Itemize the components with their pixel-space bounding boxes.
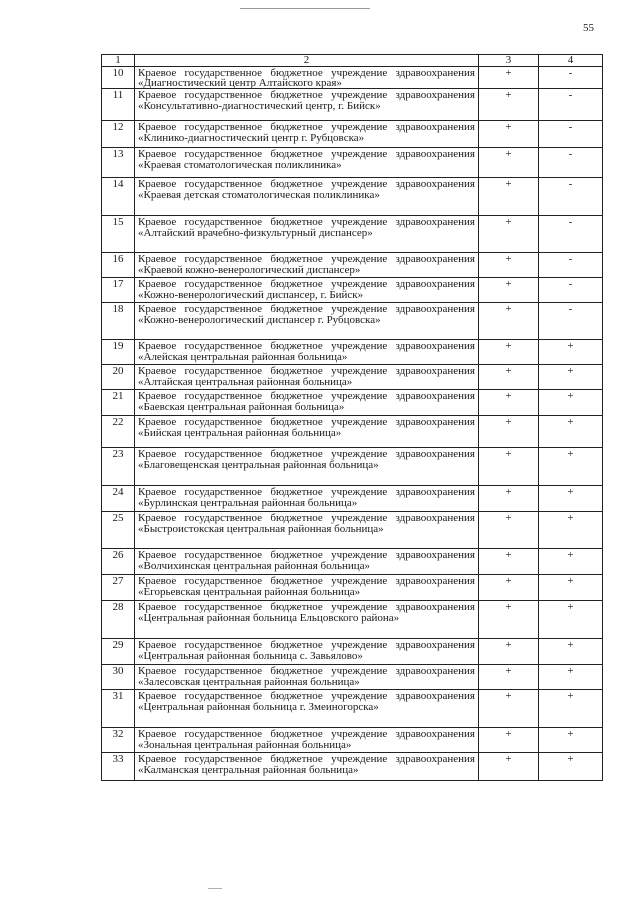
column-4-mark: +: [539, 549, 603, 575]
column-3-mark: +: [479, 753, 539, 781]
column-4-mark: +: [539, 575, 603, 601]
row-number: 23: [102, 448, 135, 486]
institution-name: Краевое государственное бюджетное учреждение здравоохранения «Краевая стоматологическая поликлиника»: [135, 148, 479, 178]
table-row: [102, 178, 603, 216]
row-number: 15: [102, 216, 135, 253]
row-number: 28: [102, 601, 135, 639]
column-3-mark: +: [479, 601, 539, 639]
column-3-mark: +: [479, 303, 539, 340]
institution-name: Краевое государственное бюджетное учреждение здравоохранения «Залесовская центральная районная больница»: [135, 665, 479, 690]
table-row: [102, 416, 603, 448]
row-number: 17: [102, 278, 135, 303]
institution-name: Краевое государственное бюджетное учреждение здравоохранения «Краевая детская стоматологическая поликлиника»: [135, 178, 479, 216]
column-3-mark: +: [479, 448, 539, 486]
column-3-mark: +: [479, 549, 539, 575]
column-4-mark: -: [539, 89, 603, 121]
table-row: [102, 549, 603, 575]
column-3-mark: +: [479, 665, 539, 690]
institution-name: Краевое государственное бюджетное учреждение здравоохранения «Кожно-венерологический диспансер г. Рубцовска»: [135, 303, 479, 340]
row-number: 11: [102, 89, 135, 121]
column-4-mark: +: [539, 601, 603, 639]
column-3-mark: +: [479, 416, 539, 448]
table-row: [102, 390, 603, 416]
bottom-mark: [208, 888, 222, 889]
row-number: 18: [102, 303, 135, 340]
table-row: [102, 121, 603, 148]
column-header-3: 3: [479, 55, 539, 67]
column-3-mark: +: [479, 340, 539, 365]
row-number: 29: [102, 639, 135, 665]
row-number: 30: [102, 665, 135, 690]
column-4-mark: +: [539, 512, 603, 549]
column-3-mark: +: [479, 728, 539, 753]
institution-name: Краевое государственное бюджетное учреждение здравоохранения «Зональная центральная районная больница»: [135, 728, 479, 753]
column-4-mark: +: [539, 365, 603, 390]
table-row: [102, 148, 603, 178]
institution-name: Краевое государственное бюджетное учреждение здравоохранения «Егорьевская центральная районная больница»: [135, 575, 479, 601]
row-number: 33: [102, 753, 135, 781]
row-number: 22: [102, 416, 135, 448]
institutions-table: [101, 54, 603, 781]
institution-name: Краевое государственное бюджетное учреждение здравоохранения «Алтайская центральная районная больница»: [135, 365, 479, 390]
row-number: 31: [102, 690, 135, 728]
table-row: [102, 486, 603, 512]
table-row: [102, 253, 603, 278]
institution-name: Краевое государственное бюджетное учреждение здравоохранения «Центральная районная больница Ельцовского района»: [135, 601, 479, 639]
table-row: [102, 216, 603, 253]
column-3-mark: +: [479, 178, 539, 216]
column-4-mark: +: [539, 340, 603, 365]
column-3-mark: +: [479, 486, 539, 512]
column-3-mark: +: [479, 690, 539, 728]
column-4-mark: -: [539, 67, 603, 89]
institution-name: Краевое государственное бюджетное учреждение здравоохранения «Клинико-диагностический центр г. Рубцовска»: [135, 121, 479, 148]
institution-name: Краевое государственное бюджетное учреждение здравоохранения «Бийская центральная районная больница»: [135, 416, 479, 448]
column-3-mark: +: [479, 512, 539, 549]
institution-name: Краевое государственное бюджетное учреждение здравоохранения «Консультативно-диагностический центр, г. Бийск»: [135, 89, 479, 121]
row-number: 32: [102, 728, 135, 753]
institution-name: Краевое государственное бюджетное учреждение здравоохранения «Волчихинская центральная районная больница»: [135, 549, 479, 575]
table-row: [102, 639, 603, 665]
institution-name: Краевое государственное бюджетное учреждение здравоохранения «Алтайский врачебно-физкультурный диспансер»: [135, 216, 479, 253]
institution-name: Краевое государственное бюджетное учреждение здравоохранения «Центральная районная больница г. Змеиногорска»: [135, 690, 479, 728]
column-4-mark: -: [539, 121, 603, 148]
column-3-mark: +: [479, 278, 539, 303]
row-number: 26: [102, 549, 135, 575]
column-4-mark: -: [539, 148, 603, 178]
institution-name: Краевое государственное бюджетное учреждение здравоохранения «Баевская центральная районная больница»: [135, 390, 479, 416]
table-row: [102, 728, 603, 753]
institution-name: Краевое государственное бюджетное учреждение здравоохранения «Алейская центральная районная больница»: [135, 340, 479, 365]
table-row: [102, 278, 603, 303]
institution-name: Краевое государственное бюджетное учреждение здравоохранения «Диагностический центр Алтайского края»: [135, 67, 479, 89]
table-row: [102, 753, 603, 781]
row-number: 21: [102, 390, 135, 416]
column-4-mark: -: [539, 216, 603, 253]
row-number: 12: [102, 121, 135, 148]
table-row: [102, 340, 603, 365]
institution-name: Краевое государственное бюджетное учреждение здравоохранения «Быстроистокская центральная районная больница»: [135, 512, 479, 549]
column-3-mark: +: [479, 216, 539, 253]
table-row: [102, 365, 603, 390]
row-number: 20: [102, 365, 135, 390]
row-number: 24: [102, 486, 135, 512]
column-4-mark: +: [539, 486, 603, 512]
institution-name: Краевое государственное бюджетное учреждение здравоохранения «Кожно-венерологический диспансер, г. Бийск»: [135, 278, 479, 303]
page-number: 55: [583, 22, 594, 34]
column-header-4: 4: [539, 55, 603, 67]
column-3-mark: +: [479, 253, 539, 278]
table-row: [102, 601, 603, 639]
table-row: [102, 512, 603, 549]
table-row: [102, 89, 603, 121]
column-4-mark: -: [539, 303, 603, 340]
row-number: 19: [102, 340, 135, 365]
institution-name: Краевое государственное бюджетное учреждение здравоохранения «Краевой кожно-венерологический диспансер»: [135, 253, 479, 278]
column-3-mark: +: [479, 121, 539, 148]
row-number: 13: [102, 148, 135, 178]
table-row: [102, 67, 603, 89]
row-number: 25: [102, 512, 135, 549]
column-4-mark: -: [539, 278, 603, 303]
column-header-1: 1: [102, 55, 135, 67]
table-body: [102, 55, 603, 781]
column-3-mark: +: [479, 575, 539, 601]
column-3-mark: +: [479, 67, 539, 89]
table-row: [102, 575, 603, 601]
institution-name: Краевое государственное бюджетное учреждение здравоохранения «Калманская центральная районная больница»: [135, 753, 479, 781]
table-row: [102, 665, 603, 690]
column-3-mark: +: [479, 390, 539, 416]
column-4-mark: +: [539, 690, 603, 728]
column-4-mark: +: [539, 753, 603, 781]
row-number: 27: [102, 575, 135, 601]
column-4-mark: +: [539, 448, 603, 486]
top-rule: [240, 8, 370, 9]
column-3-mark: +: [479, 365, 539, 390]
table-row: [102, 448, 603, 486]
row-number: 10: [102, 67, 135, 89]
column-4-mark: +: [539, 639, 603, 665]
column-4-mark: +: [539, 665, 603, 690]
column-3-mark: +: [479, 639, 539, 665]
column-3-mark: +: [479, 148, 539, 178]
column-4-mark: +: [539, 390, 603, 416]
table-row: [102, 303, 603, 340]
row-number: 16: [102, 253, 135, 278]
column-4-mark: -: [539, 253, 603, 278]
column-4-mark: -: [539, 178, 603, 216]
column-4-mark: +: [539, 728, 603, 753]
column-3-mark: +: [479, 89, 539, 121]
institution-name: Краевое государственное бюджетное учреждение здравоохранения «Центральная районная больница с. Завьялово»: [135, 639, 479, 665]
column-header-2: 2: [135, 55, 479, 67]
institution-name: Краевое государственное бюджетное учреждение здравоохранения «Благовещенская центральная районная больница»: [135, 448, 479, 486]
row-number: 14: [102, 178, 135, 216]
column-4-mark: +: [539, 416, 603, 448]
institution-name: Краевое государственное бюджетное учреждение здравоохранения «Бурлинская центральная районная больница»: [135, 486, 479, 512]
table-row: [102, 690, 603, 728]
table-header-row: [102, 55, 603, 67]
